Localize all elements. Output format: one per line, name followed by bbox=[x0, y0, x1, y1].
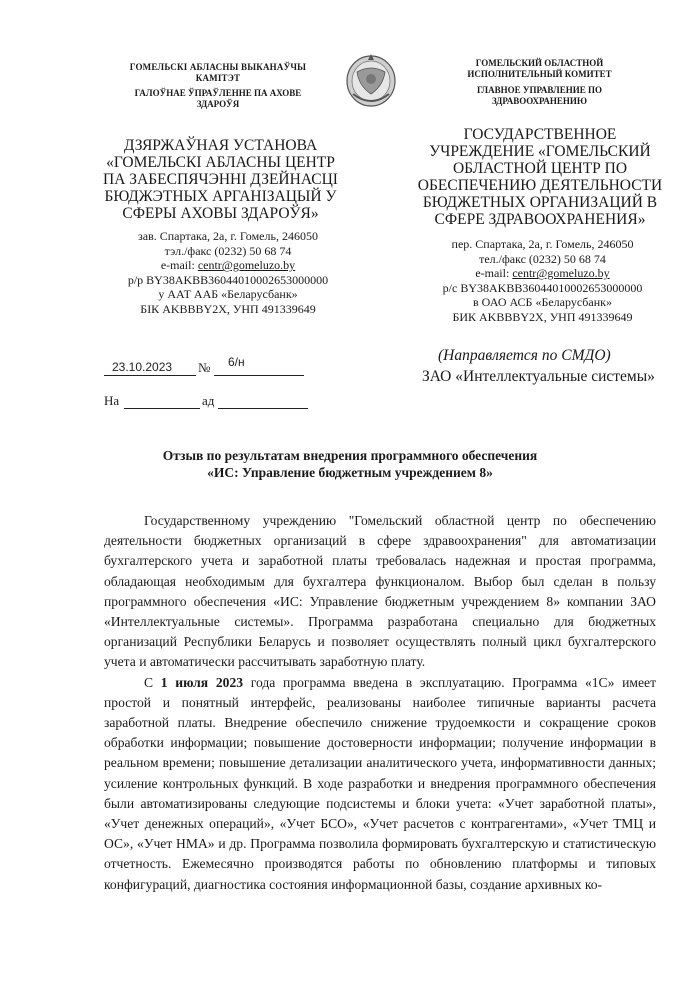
left-institution-name: ДЗЯРЖАЎНАЯ УСТАНОВА «ГОМЕЛЬСКІ АБЛАСНЫ ЦЕНТР ПА ЗАБЕСПЯЧЭННІ ДЗЕЙНАСЦІ БЮДЖЭТНЫХ АРГАНІЗАЦЫЙ У СФЕРЫ АХОВЫ ЗДАРОЎЯ» bbox=[103, 137, 338, 222]
right-contacts bbox=[420, 237, 665, 325]
left-email-link[interactable]: centr@gomeluzo.by bbox=[197, 258, 296, 273]
body-paragraph-1: Государственному учреждению "Гомельский областной центр по обеспечению деятельности бюджетных организаций в сфере здравоохранения" для автоматизации бухгалтерского учета и заработной платы требовалась надежная и простая программа, обладающая необходимым для бухгалтера функционалом. Выбор был сделан в пользу программного обеспечения «ИС: Управление бюджетным учреждением 8» компании ЗАО «Интеллектуальные системы». Программа разработана специально для бюджетных организаций Республики Беларусь и позволяет осуществлять полный цикл бухгалтерского учета и автоматически рассчитывать заработную плату. bbox=[104, 513, 656, 670]
state-emblem-icon bbox=[343, 50, 399, 108]
number-sign: № bbox=[198, 360, 211, 375]
left-email-line bbox=[108, 258, 348, 273]
on-line bbox=[124, 394, 200, 409]
registration-number: 6/н bbox=[228, 355, 245, 369]
right-bank: в ОАО АСБ «Беларусбанк» bbox=[473, 295, 612, 310]
left-address: зав. Спартака, 2а, г. Гомель, 246050 bbox=[138, 229, 318, 243]
addressee-block bbox=[422, 346, 672, 386]
delivery-note: (Направляется по СМДО) bbox=[438, 347, 611, 364]
left-org-name: ГОМЕЛЬСКІ АБЛАСНЫ ВЫКАНАЎЧЫ КАМІТЭТ bbox=[129, 62, 307, 83]
body-paragraph-2 bbox=[104, 673, 656, 895]
right-email-link[interactable]: centr@gomeluzo.by bbox=[512, 266, 610, 281]
left-bik: БІК AKBBBY2X, УНП 491339649 bbox=[140, 301, 316, 316]
right-bik: БИК AKBBBY2X, УНП 491339649 bbox=[452, 309, 633, 324]
document-title: Отзыв по результатам внедрения программного обеспечения «ИС: Управление бюджетным учреждением 8» bbox=[162, 448, 538, 480]
right-dept-name: ГЛАВНОЕ УПРАВЛЕНИЕ ПО ЗДРАВООХРАНЕНИЮ bbox=[477, 85, 602, 106]
registration-date: 23.10.2023 bbox=[112, 360, 173, 374]
left-phone: тэл./факс (0232) 50 68 74 bbox=[164, 243, 292, 258]
on-label: На bbox=[104, 393, 120, 408]
right-org-name: ГОМЕЛЬСКИЙ ОБЛАСТНОЙ ИСПОЛНИТЕЛЬНЫЙ КОМИТЕТ bbox=[467, 58, 612, 79]
left-account: р/р BY38AKBB36044010002653000000 bbox=[127, 272, 329, 287]
right-address: пер. Спартака, 2а, г. Гомель, 246050 bbox=[451, 237, 634, 251]
p2-start: С bbox=[144, 674, 161, 690]
addressee-name: ЗАО «Интеллектуальные системы» bbox=[422, 368, 655, 385]
from-line bbox=[218, 394, 308, 409]
document-body bbox=[104, 511, 656, 895]
left-contacts bbox=[108, 229, 348, 317]
right-email-label: e-mail: bbox=[475, 266, 513, 281]
left-dept-name: ГАЛОЎНАЕ ЎПРАЎЛЕННЕ ПА АХОВЕ ЗДАРОЎЯ bbox=[134, 88, 302, 109]
right-institution-name: ГОСУДАРСТВЕННОЕ УЧРЕЖДЕНИЕ «ГОМЕЛЬСКИЙ ОБЛАСТНОЙ ЦЕНТР ПО ОБЕСПЕЧЕНИЮ ДЕЯТЕЛЬНОСТИ БЮДЖЕТНЫХ ОРГАНИЗАЦИЙ В СФЕРЕ ЗДРАВООХРАНЕНИЯ» bbox=[417, 126, 663, 228]
right-phone: тел./факс (0232) 50 68 74 bbox=[479, 251, 606, 266]
from-label: ад bbox=[202, 393, 215, 408]
registration-reply-to bbox=[104, 392, 314, 412]
p2-date: 1 июля 2023 bbox=[160, 674, 244, 690]
left-email-label: e-mail: bbox=[160, 258, 198, 273]
right-email-line bbox=[420, 266, 665, 281]
registration-date-number bbox=[104, 355, 314, 379]
right-account: р/с BY38AKBB36044010002653000000 bbox=[442, 280, 643, 295]
p2-rest: года программа введена в эксплуатацию. Программа «1С» имеет простой и понятный интерфейс, реализованы наиболее типичные варианты расчета заработной платы. Внедрение обеспечило снижение трудоемкости и сокращение сроков обработки информации; повышение достоверности информации; получение информации в реальном времени; повышение детализации аналитического учета, информативности данных; усиление контрольных функций. В ходе разработки и внедрения программного обеспечения были автоматизированы следующие подсистемы и блоки учета: «Учет заработной платы», «Учет денежных операций», «Учет БСО», «Учет расчетов с контрагентами», «Учет ТМЦ и ОС», «Учет НМА» и др. Программа позволила формировать бухгалтерскую и статистическую отчетность. Ежемесячно производятся работы по обновлению платформы и типовых конфигураций, диагностика состояния информационной базы, создание архивных ко- bbox=[104, 674, 657, 892]
left-bank: у ААТ ААБ «Беларусбанк» bbox=[158, 287, 298, 302]
